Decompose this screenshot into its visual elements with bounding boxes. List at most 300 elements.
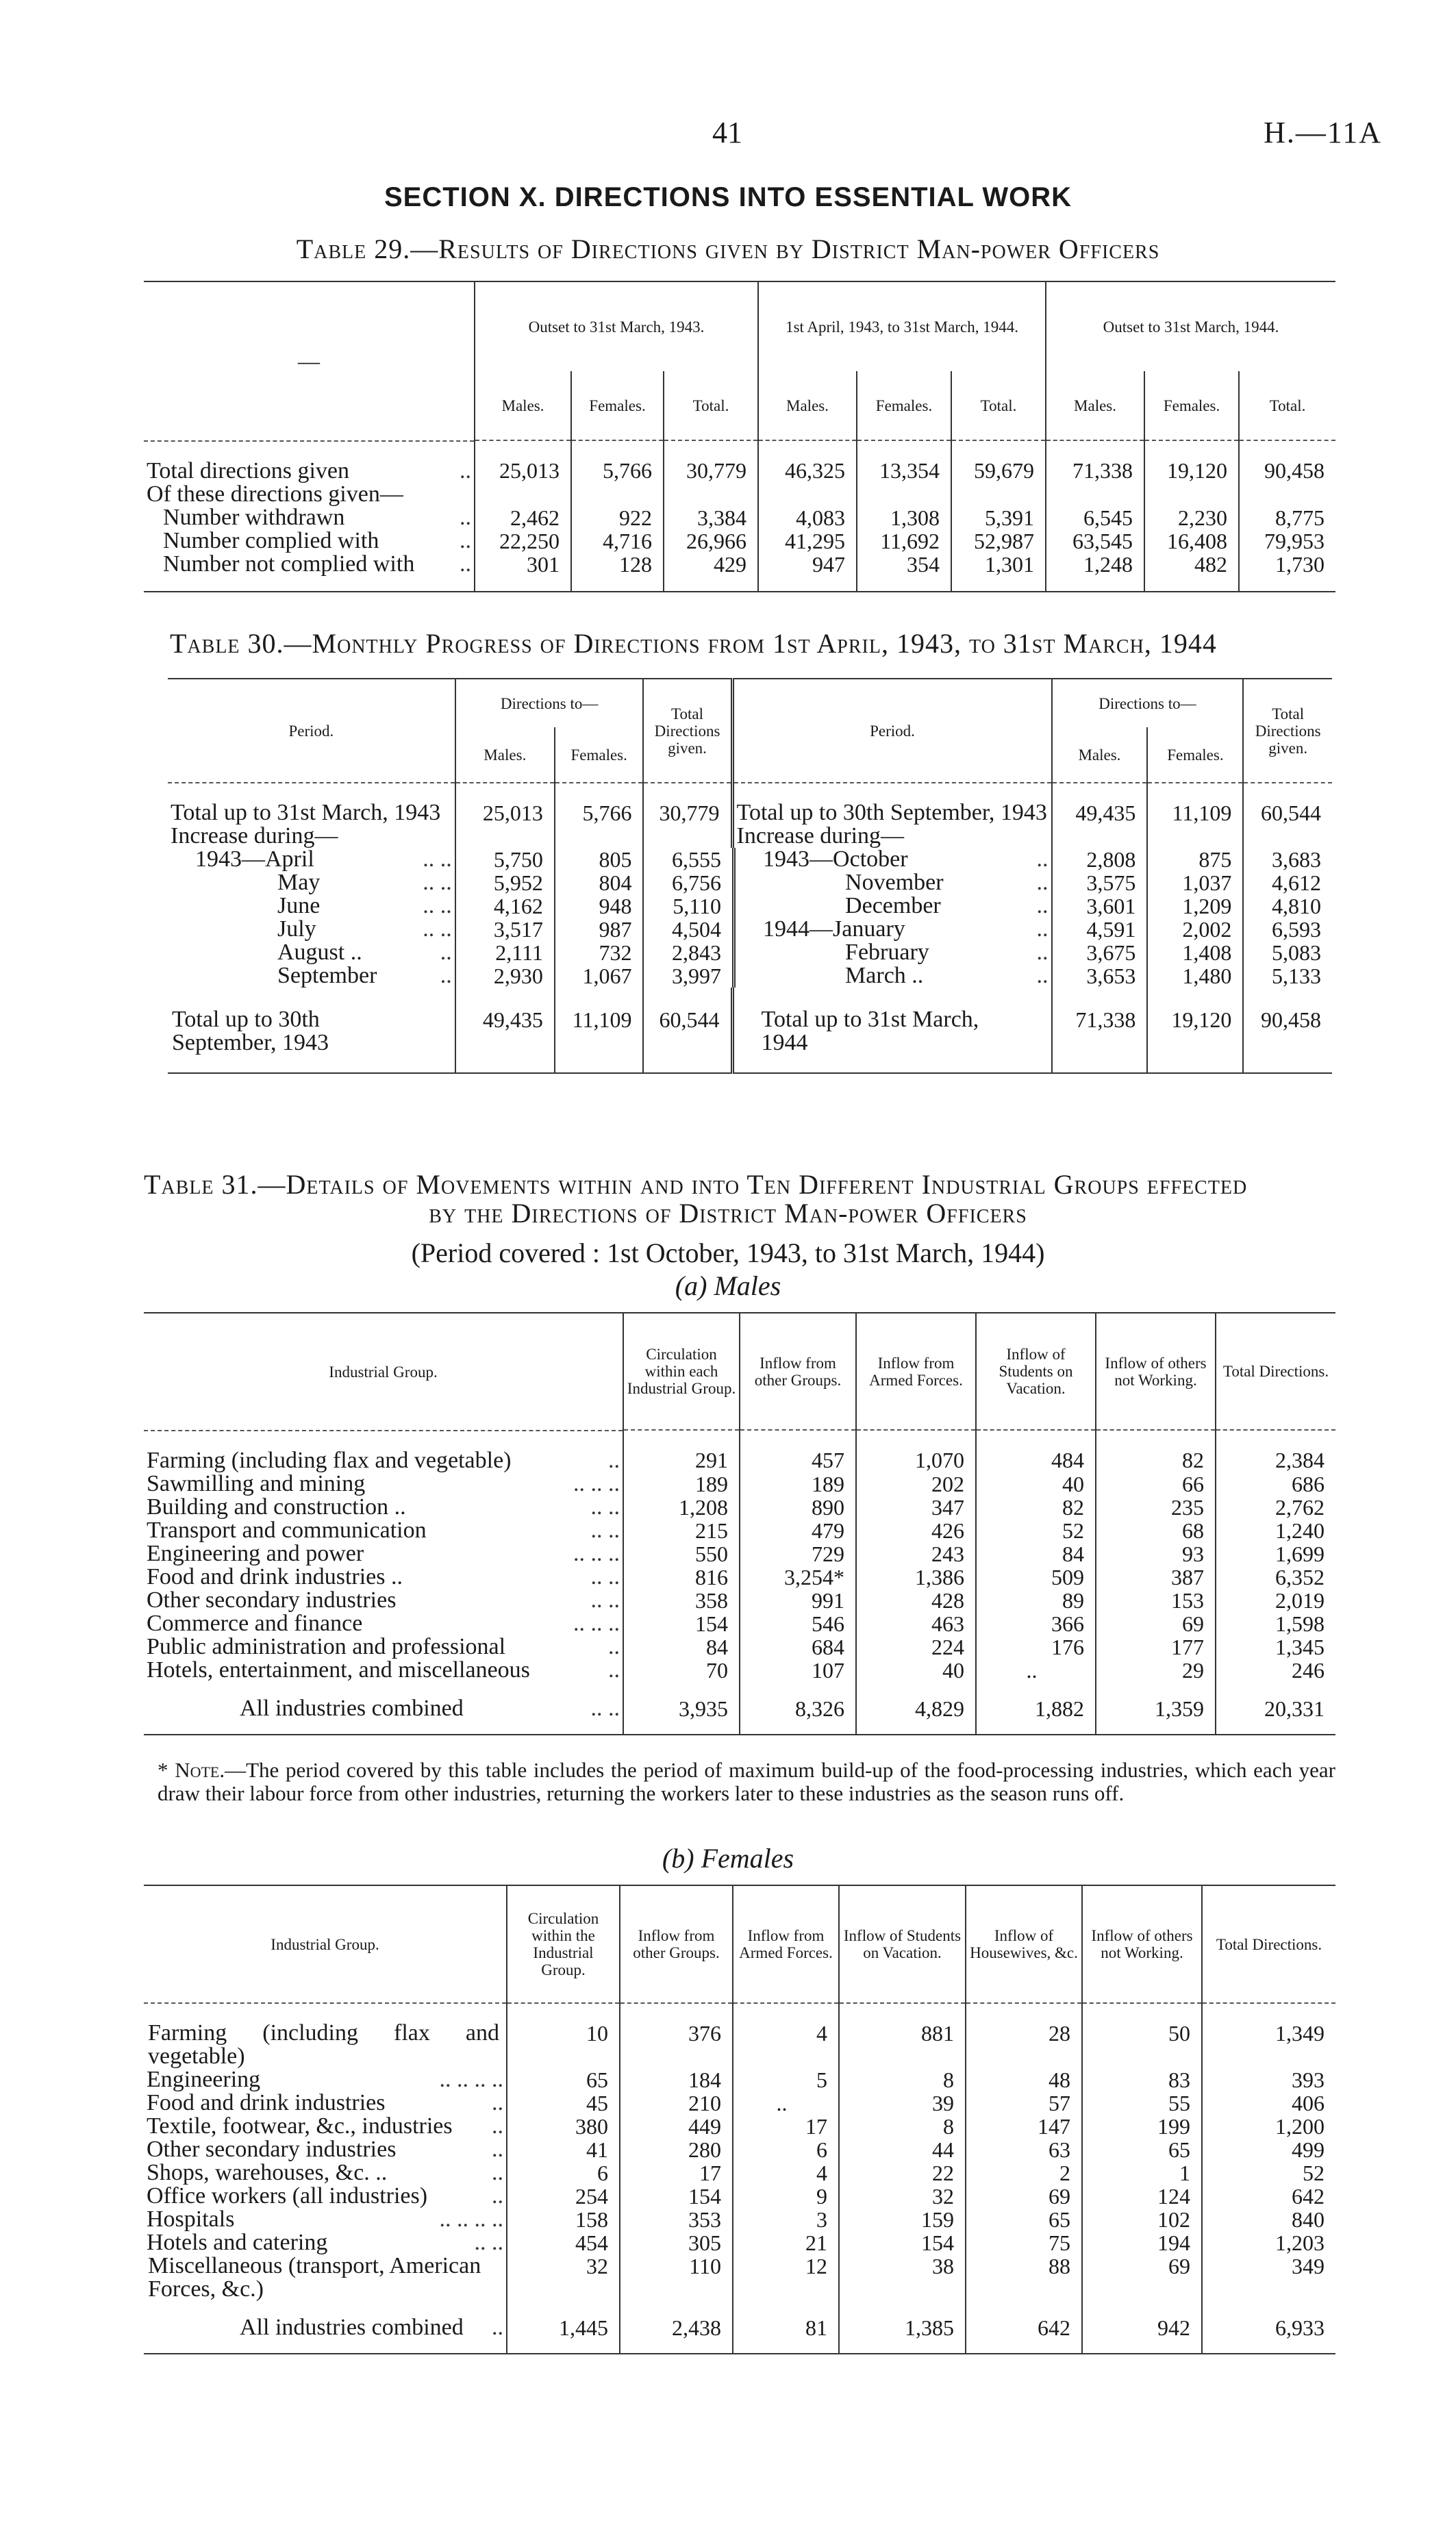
row-label: Engineering <box>147 2068 261 2091</box>
cell: 1,445 <box>507 2301 620 2354</box>
cell: 3,997 <box>643 964 732 988</box>
table29-period-head: Outset to 31st March, 1944. <box>1046 281 1335 371</box>
row-label: All industries combined <box>240 2315 464 2340</box>
row-label: July <box>277 918 316 941</box>
leader-dots: .. <box>440 941 452 964</box>
cell: 1,037 <box>1147 871 1243 894</box>
table-row <box>144 2068 1335 2091</box>
table31-males-col-head: Inflow of Students on Vacation. <box>976 1313 1096 1430</box>
cell: 89 <box>976 1589 1096 1612</box>
cell: 4,162 <box>455 894 555 918</box>
table31-males-col-head: Circulation within each Industrial Group. <box>623 1313 740 1430</box>
cell: 2,843 <box>643 941 732 964</box>
table30-col-head: Females. <box>555 727 644 783</box>
cell: 816 <box>623 1566 740 1589</box>
cell: 82 <box>976 1496 1096 1519</box>
cell: 4,716 <box>571 529 664 553</box>
cell: 499 <box>1202 2138 1335 2161</box>
table-row <box>144 2208 1335 2231</box>
leader-dots: .. .. <box>590 1696 620 1721</box>
cell: 52 <box>1202 2161 1335 2185</box>
leader-dots: .. <box>608 1448 620 1472</box>
cell: 280 <box>620 2138 733 2161</box>
leader-dots: .. .. <box>590 1496 620 1519</box>
cell: 11,692 <box>857 529 951 553</box>
cell: 90,458 <box>1239 440 1335 483</box>
cell: 17 <box>620 2161 733 2185</box>
cell: 1,598 <box>1216 1612 1335 1635</box>
cell: 41 <box>507 2138 620 2161</box>
table29-col-head: Females. <box>857 371 951 440</box>
cell: 2,930 <box>455 964 555 988</box>
document-reference: H.—11A <box>1264 116 1382 149</box>
table-row <box>144 553 1335 592</box>
row-label: May <box>277 871 321 894</box>
cell: 2,384 <box>1216 1430 1335 1472</box>
cell: 840 <box>1202 2208 1335 2231</box>
cell: 4,612 <box>1243 871 1332 894</box>
cell: 305 <box>620 2231 733 2254</box>
leader-dots: .. .. .. <box>573 1542 620 1566</box>
cell: 124 <box>1082 2185 1202 2208</box>
cell: 81 <box>733 2301 839 2354</box>
cell: 354 <box>857 553 951 592</box>
row-label: Hotels and catering <box>147 2231 328 2254</box>
footnote-lead: * Note. <box>158 1758 225 1782</box>
cell: 1,248 <box>1046 553 1144 592</box>
cell: 49,435 <box>455 988 555 1073</box>
cell: 59,679 <box>951 440 1046 483</box>
cell: 291 <box>623 1430 740 1472</box>
row-label: All industries combined <box>240 1696 464 1721</box>
cell: 3,254* <box>740 1566 856 1589</box>
table-row <box>144 1430 1335 1472</box>
cell: 1,240 <box>1216 1519 1335 1542</box>
table31-title-line2: by the Directions of District Man-power Officers <box>429 1198 1027 1229</box>
cell: 987 <box>555 918 644 941</box>
section-title: SECTION X. DIRECTIONS INTO ESSENTIAL WORK <box>384 182 1072 212</box>
cell: 29 <box>1096 1659 1216 1682</box>
cell: .. <box>976 1659 1096 1682</box>
leader-dots: .. <box>492 2115 503 2138</box>
cell: 890 <box>740 1496 856 1519</box>
table31-footnote <box>158 1759 1335 1805</box>
table29-col-head: Males. <box>758 371 857 440</box>
leader-dots: .. <box>1036 918 1049 941</box>
table30-total-head: Total Directions given. <box>643 679 732 783</box>
cell: 2,230 <box>1144 506 1239 529</box>
row-label: Increase during— <box>732 825 1051 848</box>
table31-females-col-head: Industrial Group. <box>271 1935 379 1953</box>
cell: 5,766 <box>555 783 644 825</box>
cell: 25,013 <box>475 440 571 483</box>
cell: 17 <box>733 2115 839 2138</box>
cell: 153 <box>1096 1589 1216 1612</box>
cell: 46,325 <box>758 440 857 483</box>
leader-dots: .. .. .. <box>573 1472 620 1496</box>
cell: 1 <box>1082 2161 1202 2185</box>
cell: 210 <box>620 2091 733 2115</box>
cell: 19,120 <box>1144 440 1239 483</box>
cell: 449 <box>620 2115 733 2138</box>
cell: 2,111 <box>455 941 555 964</box>
row-label: Shops, warehouses, &c. .. <box>147 2161 388 2185</box>
table-row <box>144 2254 1335 2301</box>
cell: 49,435 <box>1052 783 1148 825</box>
table-row <box>144 1472 1335 1496</box>
table31-males-subtitle: (a) Males <box>675 1270 781 1301</box>
cell: 805 <box>555 848 644 871</box>
row-label: 1944—January <box>763 918 905 941</box>
cell: 991 <box>740 1589 856 1612</box>
leader-dots: .. <box>440 964 452 988</box>
cell: 353 <box>620 2208 733 2231</box>
table31-females-col-head: Inflow of Housewives, &c. <box>966 1885 1082 2003</box>
cell: 804 <box>555 871 644 894</box>
cell: 79,953 <box>1239 529 1335 553</box>
row-label: August .. <box>277 941 362 964</box>
row-label: Total up to 31st March, 1943 <box>168 783 455 825</box>
cell: 32 <box>507 2254 620 2301</box>
cell: 55 <box>1082 2091 1202 2115</box>
table-row <box>144 2185 1335 2208</box>
leader-dots: .. .. <box>423 848 452 871</box>
cell: 463 <box>856 1612 976 1635</box>
cell: 479 <box>740 1519 856 1542</box>
table-row <box>144 529 1335 553</box>
cell: 406 <box>1202 2091 1335 2115</box>
row-label: March .. <box>845 964 924 988</box>
cell: 189 <box>740 1472 856 1496</box>
table-row <box>144 2161 1335 2185</box>
table-row <box>144 1659 1335 1682</box>
table-row-total <box>144 1682 1335 1735</box>
row-label: February <box>845 941 929 964</box>
cell: 3 <box>733 2208 839 2231</box>
cell: 2,808 <box>1052 848 1148 871</box>
cell: 159 <box>839 2208 966 2231</box>
cell: 429 <box>664 553 758 592</box>
leader-dots: .. .. <box>423 894 452 918</box>
cell: 1,208 <box>623 1496 740 1519</box>
cell: 147 <box>966 2115 1082 2138</box>
row-label: Total up to 30th September, 1943 <box>172 1007 329 1055</box>
table-row <box>168 964 1332 988</box>
cell: 243 <box>856 1542 976 1566</box>
row-label: Sawmilling and mining <box>147 1472 366 1496</box>
footnote-text: —The period covered by this table includes the period of maximum build-up of the food-processing industries, which each year draw their labour force from other industries, returning the workers later to these industries as the season runs off. <box>158 1758 1335 1805</box>
cell: 8,775 <box>1239 506 1335 529</box>
cell: 875 <box>1147 848 1243 871</box>
row-label: Commerce and finance <box>147 1612 363 1635</box>
cell: 1,308 <box>857 506 951 529</box>
row-label: November <box>845 871 944 894</box>
cell: 5,083 <box>1243 941 1332 964</box>
leader-dots: .. <box>1036 964 1049 988</box>
cell: 3,575 <box>1052 871 1148 894</box>
cell: 68 <box>1096 1519 1216 1542</box>
cell: 5,952 <box>455 871 555 894</box>
cell: 5,766 <box>571 440 664 483</box>
cell: 454 <box>507 2231 620 2254</box>
cell: 426 <box>856 1519 976 1542</box>
cell: 387 <box>1096 1566 1216 1589</box>
leader-dots: .. <box>1036 941 1049 964</box>
cell: 224 <box>856 1635 976 1659</box>
cell: 84 <box>623 1635 740 1659</box>
table31-title-line1: Table 31.—Details of Movements within and into Ten Different Industrial Groups effected <box>144 1169 1248 1200</box>
cell: 52,987 <box>951 529 1046 553</box>
cell: 4,504 <box>643 918 732 941</box>
page-number: 41 <box>712 116 742 149</box>
table-row <box>168 871 1332 894</box>
cell: 71,338 <box>1052 988 1148 1073</box>
table-row <box>168 988 1332 1073</box>
table31-females-body <box>144 2003 1335 2354</box>
cell: 482 <box>1144 553 1239 592</box>
cell: 3,384 <box>664 506 758 529</box>
cell: 686 <box>1216 1472 1335 1496</box>
cell: 30,779 <box>643 783 732 825</box>
row-label: Hospitals <box>147 2208 235 2231</box>
cell: 246 <box>1216 1659 1335 1682</box>
cell: 484 <box>976 1430 1096 1472</box>
cell: 88 <box>966 2254 1082 2301</box>
cell: 1,730 <box>1239 553 1335 592</box>
row-label: Number not complied with <box>163 553 415 577</box>
cell: 11,109 <box>555 988 644 1073</box>
cell: 8 <box>839 2115 966 2138</box>
cell: 732 <box>555 941 644 964</box>
table31-males-col-head: Inflow of others not Working. <box>1096 1313 1216 1430</box>
cell: 30,779 <box>664 440 758 483</box>
table31-males-col-head: Total Directions. <box>1216 1313 1335 1430</box>
cell: 22 <box>839 2161 966 2185</box>
cell: 154 <box>620 2185 733 2208</box>
cell: 428 <box>856 1589 976 1612</box>
table-row <box>168 825 1332 848</box>
table29-blank-head: — <box>298 349 320 373</box>
cell: 189 <box>623 1472 740 1496</box>
cell: 684 <box>740 1635 856 1659</box>
cell: 60,544 <box>1243 783 1332 825</box>
table31-males-col-head: Inflow from Armed Forces. <box>856 1313 976 1430</box>
table31-females-col-head: Total Directions. <box>1202 1885 1335 2003</box>
cell: 1,480 <box>1147 964 1243 988</box>
table31-males-col-head: Industrial Group. <box>329 1363 438 1381</box>
leader-dots: .. .. .. .. <box>439 2068 503 2091</box>
cell: 154 <box>623 1612 740 1635</box>
cell: 202 <box>856 1472 976 1496</box>
cell: 40 <box>976 1472 1096 1496</box>
row-label: 1943—April <box>195 848 314 871</box>
cell: 65 <box>1082 2138 1202 2161</box>
cell: 550 <box>623 1542 740 1566</box>
table-row <box>144 1612 1335 1635</box>
cell: 22,250 <box>475 529 571 553</box>
table31-males <box>144 1312 1335 1735</box>
cell: 11,109 <box>1147 783 1243 825</box>
leader-dots: .. <box>1036 894 1049 918</box>
cell: 1,209 <box>1147 894 1243 918</box>
table-row <box>168 848 1332 871</box>
cell: 63,545 <box>1046 529 1144 553</box>
cell: 48 <box>966 2068 1082 2091</box>
cell: 82 <box>1096 1430 1216 1472</box>
cell: 947 <box>758 553 857 592</box>
row-label: Total up to 30th September, 1943 <box>732 783 1051 825</box>
table30-directions-head: Directions to— <box>1052 679 1244 727</box>
table29-col-head: Total. <box>951 371 1046 440</box>
table-row <box>168 941 1332 964</box>
table30-col-head: Males. <box>455 727 555 783</box>
table29-col-head: Total. <box>1239 371 1335 440</box>
cell: 2,438 <box>620 2301 733 2354</box>
table30-title: Table 30.—Monthly Progress of Directions from 1st April, 1943, to 31st March, 1944 <box>170 628 1217 659</box>
cell: 2,462 <box>475 506 571 529</box>
cell: 176 <box>976 1635 1096 1659</box>
row-label: 1943—October <box>763 848 908 871</box>
cell: 922 <box>571 506 664 529</box>
table31-period-covered: (Period covered : 1st October, 1943, to 31st March, 1944) <box>411 1237 1045 1268</box>
row-label: June <box>277 894 321 918</box>
cell: 4 <box>733 2161 839 2185</box>
table30-body <box>168 783 1332 1073</box>
cell: 948 <box>555 894 644 918</box>
cell: 349 <box>1202 2254 1335 2301</box>
table31-females-col-head: Circulation within the Industrial Group. <box>507 1885 620 2003</box>
table29-col-head: Males. <box>475 371 571 440</box>
cell: 158 <box>507 2208 620 2231</box>
cell: 1,067 <box>555 964 644 988</box>
cell: 52 <box>976 1519 1096 1542</box>
leader-dots: .. <box>1036 871 1049 894</box>
cell: 90,458 <box>1243 988 1332 1073</box>
row-label: Farming (including flax and vegetable) <box>147 1448 512 1472</box>
cell: 199 <box>1082 2115 1202 2138</box>
cell: 5,110 <box>643 894 732 918</box>
cell: 1,408 <box>1147 941 1243 964</box>
cell: 366 <box>976 1612 1096 1635</box>
leader-dots: .. .. .. .. <box>439 2208 503 2231</box>
cell: 1,882 <box>976 1682 1096 1735</box>
cell: 6,593 <box>1243 918 1332 941</box>
cell: 4,829 <box>856 1682 976 1735</box>
table-row <box>168 783 1332 825</box>
cell: 28 <box>966 2003 1082 2068</box>
row-label: Increase during— <box>171 825 338 848</box>
cell: 40 <box>856 1659 976 1682</box>
row-label: Number complied with <box>163 529 379 553</box>
row-label: Other secondary industries <box>147 1589 397 1612</box>
cell: 1,070 <box>856 1430 976 1472</box>
cell: 107 <box>740 1659 856 1682</box>
cell: 10 <box>507 2003 620 2068</box>
table31-females-col-head: Inflow of others not Working. <box>1082 1885 1202 2003</box>
cell: 110 <box>620 2254 733 2301</box>
cell: 642 <box>966 2301 1082 2354</box>
cell: 44 <box>839 2138 966 2161</box>
cell: 65 <box>966 2208 1082 2231</box>
cell: 254 <box>507 2185 620 2208</box>
cell: 6,555 <box>643 848 732 871</box>
table-row <box>144 1635 1335 1659</box>
cell: 457 <box>740 1430 856 1472</box>
row-label: Food and drink industries <box>147 2091 386 2115</box>
row-label: Transport and communication <box>147 1519 427 1542</box>
table29-col-head: Males. <box>1046 371 1144 440</box>
leader-dots: .. <box>460 529 471 553</box>
table-row <box>168 894 1332 918</box>
row-label: Other secondary industries <box>147 2138 397 2161</box>
table31-females-subtitle: (b) Females <box>662 1843 794 1874</box>
cell: 60,544 <box>643 988 732 1073</box>
cell: 128 <box>571 553 664 592</box>
cell: 347 <box>856 1496 976 1519</box>
table31-males-body <box>144 1430 1335 1735</box>
row-label: Food and drink industries .. <box>147 1566 403 1589</box>
table29 <box>144 281 1335 592</box>
table-row <box>144 2231 1335 2254</box>
cell: 8,326 <box>740 1682 856 1735</box>
leader-dots: .. <box>492 2161 503 2185</box>
row-label: Engineering and power <box>147 1542 364 1566</box>
cell: 376 <box>620 2003 733 2068</box>
leader-dots: .. <box>492 2091 503 2115</box>
table29-col-head: Total. <box>664 371 758 440</box>
row-label: Building and construction .. <box>147 1496 406 1519</box>
cell: 5,750 <box>455 848 555 871</box>
cell: 4,591 <box>1052 918 1148 941</box>
leader-dots: .. .. <box>423 871 452 894</box>
cell: 38 <box>839 2254 966 2301</box>
cell: 215 <box>623 1519 740 1542</box>
cell: 546 <box>740 1612 856 1635</box>
leader-dots: .. <box>460 553 471 577</box>
table29-col-head: Females. <box>571 371 664 440</box>
cell: 6 <box>733 2138 839 2161</box>
leader-dots: .. .. <box>590 1566 620 1589</box>
cell: 509 <box>976 1566 1096 1589</box>
cell: 1,385 <box>839 2301 966 2354</box>
cell: 184 <box>620 2068 733 2091</box>
leader-dots: .. .. <box>423 918 452 941</box>
cell: 41,295 <box>758 529 857 553</box>
cell: 13,354 <box>857 440 951 483</box>
cell: 5,391 <box>951 506 1046 529</box>
cell: 2 <box>966 2161 1082 2185</box>
table-row <box>144 506 1335 529</box>
cell: 5,133 <box>1243 964 1332 988</box>
row-label: December <box>845 894 941 918</box>
cell: 6,933 <box>1202 2301 1335 2354</box>
cell: 45 <box>507 2091 620 2115</box>
leader-dots: .. <box>1036 848 1049 871</box>
cell: 4,083 <box>758 506 857 529</box>
row-label: Public administration and professional <box>147 1635 506 1659</box>
cell: 5 <box>733 2068 839 2091</box>
cell: 63 <box>966 2138 1082 2161</box>
leader-dots: .. .. <box>590 1589 620 1612</box>
leader-dots: .. <box>492 2185 503 2208</box>
cell: 1,359 <box>1096 1682 1216 1735</box>
cell: 39 <box>839 2091 966 2115</box>
cell: 177 <box>1096 1635 1216 1659</box>
cell: 4,810 <box>1243 894 1332 918</box>
table29-body <box>144 440 1335 592</box>
cell: 102 <box>1082 2208 1202 2231</box>
leader-dots: .. <box>492 2315 503 2340</box>
